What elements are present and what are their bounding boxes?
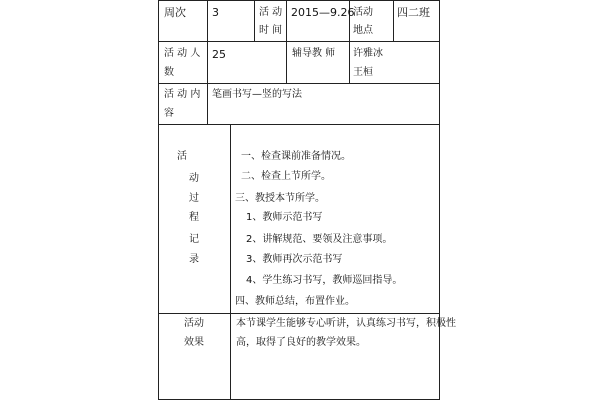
content-label-line1: 活 动 内	[164, 89, 201, 100]
process-label-char: 记	[189, 234, 199, 245]
place-label-line1: 活动	[353, 7, 373, 18]
col-divider-label	[207, 0, 208, 125]
process-label-char: 过	[189, 193, 199, 204]
col-divider-teacher-label	[286, 41, 287, 84]
time-value: 2015—9.26	[291, 6, 355, 19]
teacher-label: 辅导教 师	[292, 48, 336, 59]
content-label-line2: 容	[164, 108, 174, 119]
process-step: 一、检查课前准备情况。	[241, 151, 351, 162]
process-step: 二、检查上节所学。	[241, 171, 331, 182]
process-label-char: 动	[189, 173, 199, 184]
count-value: 25	[212, 48, 226, 61]
effect-text-line1: 本节课学生能够专心听讲，认真练习书写，积极性	[236, 318, 456, 329]
effect-text-line2: 高，取得了良好的教学效果。	[236, 337, 366, 348]
process-step: 四、教师总结，布置作业。	[235, 296, 355, 307]
process-substep: 2、讲解规范、要领及注意事项。	[246, 234, 393, 245]
table-border-right	[439, 0, 440, 400]
process-substep: 1、教师示范书写	[246, 212, 323, 223]
col-divider-time-value	[286, 0, 287, 42]
time-label-line1: 活 动	[259, 7, 283, 18]
count-label-line1: 活 动 人	[164, 48, 201, 59]
table-border-left	[158, 0, 159, 400]
table-border-top	[158, 0, 440, 1]
row-divider-2	[158, 83, 440, 84]
col-divider-process	[230, 124, 231, 400]
teacher-name-1: 许雅冰	[353, 48, 383, 59]
week-value: 3	[212, 6, 219, 19]
process-label-char: 录	[189, 254, 199, 265]
process-label-char: 活	[177, 151, 187, 162]
time-label-line2: 时 间	[259, 25, 283, 36]
process-step: 三、教授本节所学。	[235, 193, 325, 204]
teacher-name-2: 王桓	[353, 67, 373, 78]
place-label-line2: 地点	[353, 25, 373, 36]
row-divider-3	[158, 124, 440, 125]
count-label-line2: 数	[164, 67, 174, 78]
effect-label-line2: 效果	[184, 337, 204, 348]
col-divider-week-value	[254, 0, 255, 42]
place-value: 四二班	[397, 6, 430, 19]
effect-label-line1: 活动	[184, 318, 204, 329]
row-divider-1	[158, 41, 440, 42]
col-divider-place-value	[393, 0, 394, 42]
content-value: 笔画书写—竖的写法	[212, 89, 302, 100]
week-label: 周次	[164, 6, 186, 19]
process-substep: 4、学生练习书写，教师巡回指导。	[246, 275, 403, 286]
process-label-char: 程	[189, 212, 199, 223]
process-substep: 3、教师再次示范书写	[246, 254, 343, 265]
row-divider-4	[158, 313, 440, 314]
